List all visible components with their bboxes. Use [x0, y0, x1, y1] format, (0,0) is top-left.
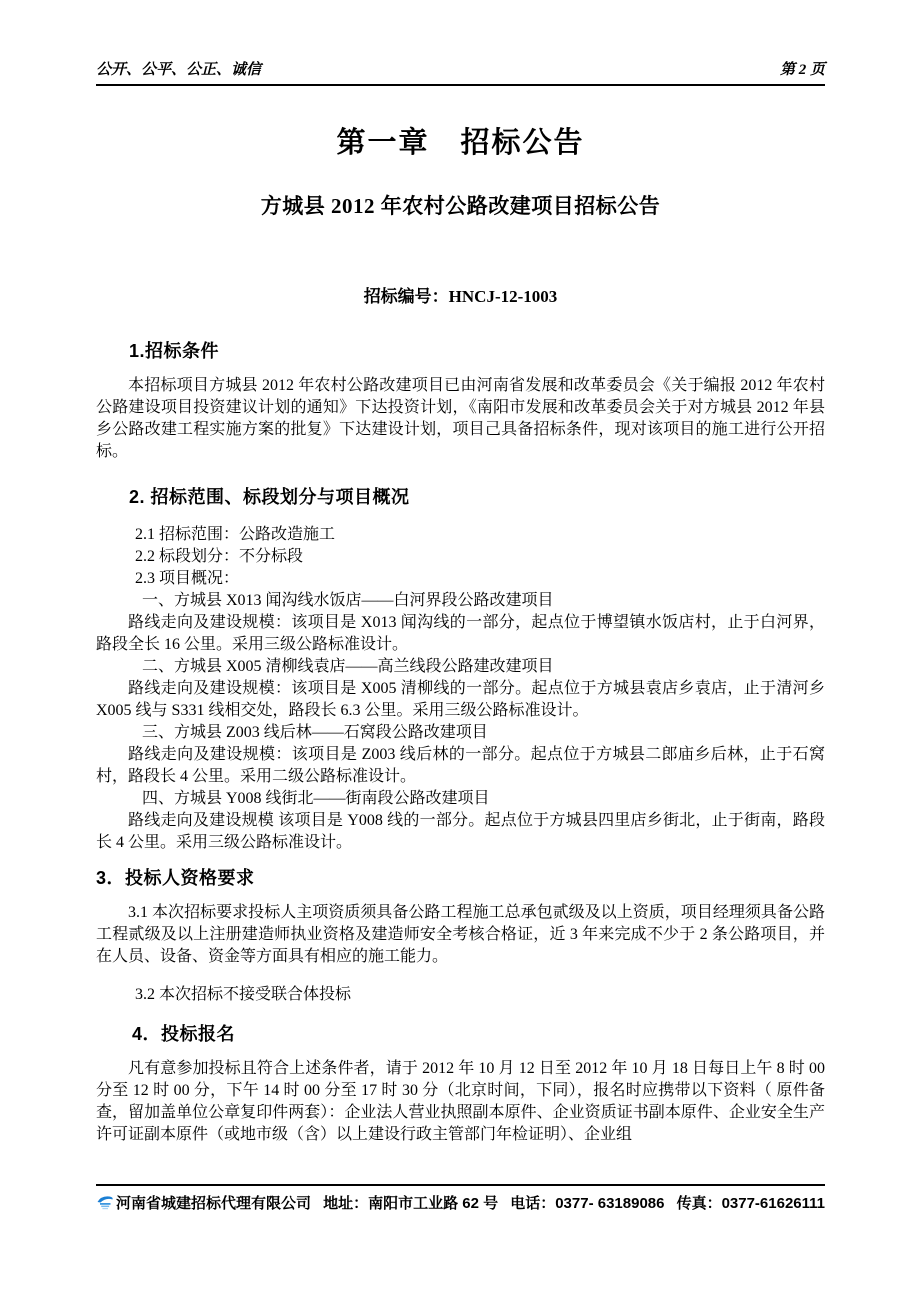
project2-desc: 路线走向及建设规模：该项目是 X005 清柳线的一部分。起点位于方城县袁店乡袁店，止于清河乡 X005 线与 S331 线相交处，路段长 6.3 公里。采用三级公路标准设计。	[96, 680, 825, 719]
project3-title: 三、方城县 Z003 线后林——石窝段公路改建项目	[142, 724, 488, 741]
section1-heading: 1.招标条件	[129, 341, 220, 361]
footer-fax: 传真：0377-61626111	[676, 1195, 826, 1212]
footer-company-name: 河南省城建招标代理有限公司	[116, 1195, 312, 1212]
section3-item-3-1: 3.1 本次招标要求投标人主项资质须具备公路工程施工总承包贰级及以上资质，项目经理须具备公路工程贰级及以上注册建造师执业资格及建造师安全考核合格证，近 3 年来完成不少于 2 条公路项目，并在人员、设备、资金等方面具有相应的施工能力。	[96, 904, 825, 965]
header-motto: 公开、公平、公正、诚信	[96, 62, 262, 78]
section3-item-3-2: 3.2 本次招标不接受联合体投标	[135, 986, 352, 1003]
section4-heading: 4．投标报名	[132, 1024, 236, 1044]
page-footer	[96, 1184, 825, 1213]
project4-title: 四、方城县 Y008 线街北——街南段公路改建项目	[142, 790, 490, 807]
footer-address: 地址：南阳市工业路 62 号	[323, 1195, 499, 1212]
document-body	[96, 88, 825, 1146]
project4-desc: 路线走向及建设规模 该项目是 Y008 线的一部分。起点位于方城县四里店乡街北，止于街南，路段长 4 公里。采用三级公路标准设计。	[96, 812, 825, 851]
section2-heading: 2. 招标范围、标段划分与项目概况	[129, 487, 410, 507]
chapter-title: 第一章 招标公告	[336, 127, 585, 159]
project3-desc: 路线走向及建设规模：该项目是 Z003 线后林的一部分。起点位于方城县二郎庙乡后林，止于石窝村，路段长 4 公里。采用二级公路标准设计。	[96, 746, 825, 785]
section2-items	[96, 524, 825, 590]
document-subtitle: 方城县 2012 年农村公路改建项目招标公告	[260, 194, 661, 218]
section4-paragraph: 凡有意参加投标且符合上述条件者，请于 2012 年 10 月 12 日至 2012 年 10 月 18 日每日上午 8 时 00 分至 12 时 00 分，下午 14 时 00 分至 17 时 30 分（北京时间，下同），报名时应携带以下资料（ 原件备查，留加盖单位公章复印件两套）：企业法人营业执照副本原件、企业资质证书副本原件、企业安全生产许可证副本原件（或地市级（含）以上建设行政主管部门年检证明）、企业组	[96, 1060, 825, 1143]
bid-number: 招标编号：HNCJ-12-1003	[363, 287, 558, 306]
company-logo-icon	[96, 1195, 114, 1211]
header-page-number: 第 2 页	[779, 62, 825, 78]
project2-title: 二、方城县 X005 清柳线袁店——高兰线段公路建改建项目	[142, 658, 554, 675]
page-header	[96, 58, 825, 86]
footer-phone: 电话：0377- 63189086	[510, 1195, 665, 1212]
item-bid-scope: 2.1 招标范围：公路改造施工	[135, 526, 336, 543]
item-project-overview: 2.3 项目概况：	[135, 570, 240, 587]
project1-desc: 路线走向及建设规模：该项目是 X013 闻沟线的一部分，起点位于博望镇水饭店村，止于白河界，路段全长 16 公里。采用三级公路标准设计。	[96, 614, 825, 653]
footer-contact-row	[96, 1192, 825, 1213]
project1-title: 一、方城县 X013 闻沟线水饭店——白河界段公路改建项目	[142, 592, 554, 609]
project-list	[96, 590, 825, 854]
item-lot-division: 2.2 标段划分：不分标段	[135, 548, 304, 565]
section1-paragraph: 本招标项目方城县 2012 年农村公路改建项目已由河南省发展和改革委员会《关于编报 2012 年农村公路建设项目投资建议计划的通知》下达投资计划，《南阳市发展和改革委员会关于对方城县 2012 年县乡公路改建工程实施方案的批复》下达建设计划，项目己具备招标条件，现对该项目的施工进行公开招标。	[96, 377, 825, 460]
section3-heading: 3．投标人资格要求	[96, 868, 255, 888]
